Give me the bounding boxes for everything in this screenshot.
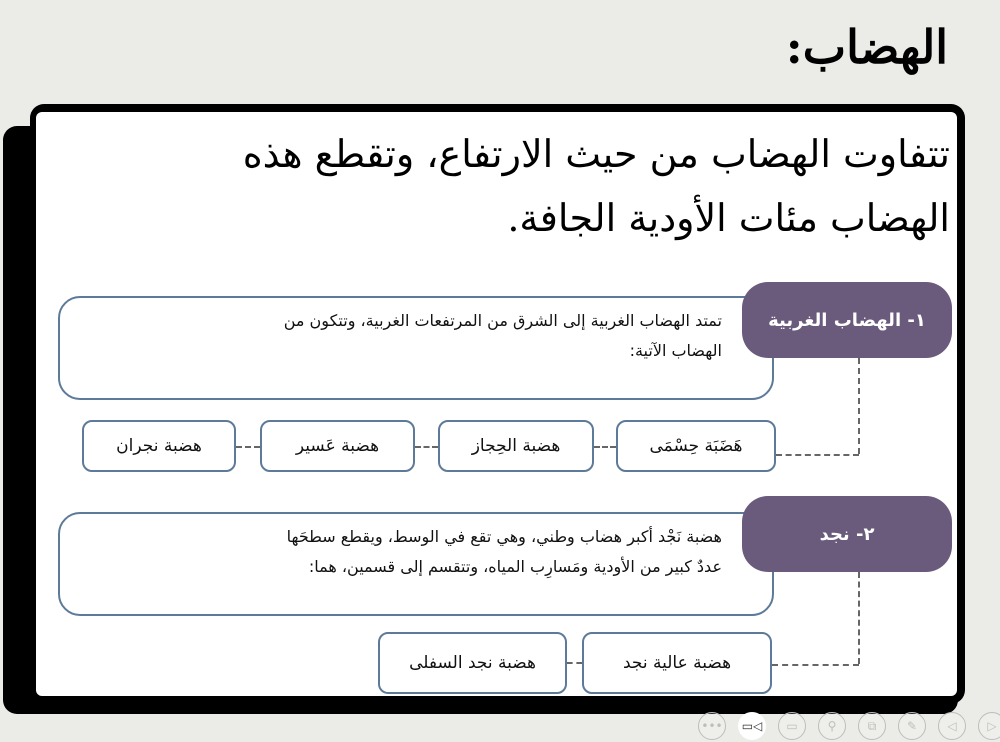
more-icon: ••• bbox=[701, 719, 723, 733]
subtitles-icon: ▭ bbox=[786, 719, 798, 733]
najd-description bbox=[58, 512, 774, 616]
previous-icon: ◁ bbox=[947, 719, 957, 733]
western-plateaus-description bbox=[58, 296, 774, 400]
connector-line bbox=[594, 446, 616, 448]
subtitles-button[interactable] bbox=[778, 712, 806, 740]
plateau-chip-upper-najd: هضبة عالية نجد bbox=[582, 632, 772, 694]
najd-label: ٢- نجد bbox=[742, 496, 952, 572]
zoom-icon: ⚲ bbox=[827, 719, 837, 733]
plateau-chip-hisma: هَضَبَة حِسْمَى bbox=[616, 420, 776, 472]
connector-line bbox=[567, 662, 582, 664]
plateau-chip-najran: هضبة نجران bbox=[82, 420, 236, 472]
presentation-toolbar bbox=[698, 712, 1000, 742]
slides-icon: ⧉ bbox=[867, 718, 877, 733]
connector-line bbox=[858, 358, 860, 454]
plateau-chip-lower-najd: هضبة نجد السفلى bbox=[378, 632, 567, 694]
next-slide-button[interactable] bbox=[978, 712, 1000, 740]
more-button[interactable] bbox=[698, 712, 726, 740]
slides-button[interactable] bbox=[858, 712, 886, 740]
connector-line bbox=[776, 454, 859, 456]
previous-slide-button[interactable] bbox=[938, 712, 966, 740]
zoom-button[interactable] bbox=[818, 712, 846, 740]
description-line: عددٌ كبير من الأودية ومَسارِب المياه، وتتقسم إلى قسمين، هما: bbox=[308, 557, 722, 576]
camera-button[interactable] bbox=[738, 712, 766, 740]
connector-line bbox=[772, 664, 859, 666]
description-line: الهضاب الآتية: bbox=[629, 341, 722, 360]
plateau-chip-asir: هضبة عَسير bbox=[260, 420, 415, 472]
next-icon: ▷ bbox=[987, 719, 997, 733]
connector-line bbox=[236, 446, 260, 448]
pen-icon: ✎ bbox=[906, 719, 918, 733]
intro-line-2: الهضاب مئات الأودية الجافة. bbox=[507, 196, 950, 240]
description-line: هضبة نَجْد أكبر هضاب وطني، وهي تقع في الوسط، ويقطع سطحَها bbox=[286, 527, 722, 546]
connector-line bbox=[415, 446, 438, 448]
page-title: الهضاب: bbox=[785, 20, 948, 74]
intro-line-1: تتفاوت الهضاب من حيث الارتفاع، وتقطع هذه bbox=[242, 132, 950, 176]
western-plateaus-label: ١- الهضاب الغربية bbox=[742, 282, 952, 358]
intro-text bbox=[110, 122, 950, 250]
description-line: تمتد الهضاب الغربية إلى الشرق من المرتفعات الغربية، وتتكون من bbox=[283, 311, 722, 330]
pen-button[interactable] bbox=[898, 712, 926, 740]
plateau-chip-hijaz: هضبة الحِجاز bbox=[438, 420, 594, 472]
video-camera-icon: ▭◁ bbox=[741, 719, 763, 733]
connector-line bbox=[858, 572, 860, 664]
